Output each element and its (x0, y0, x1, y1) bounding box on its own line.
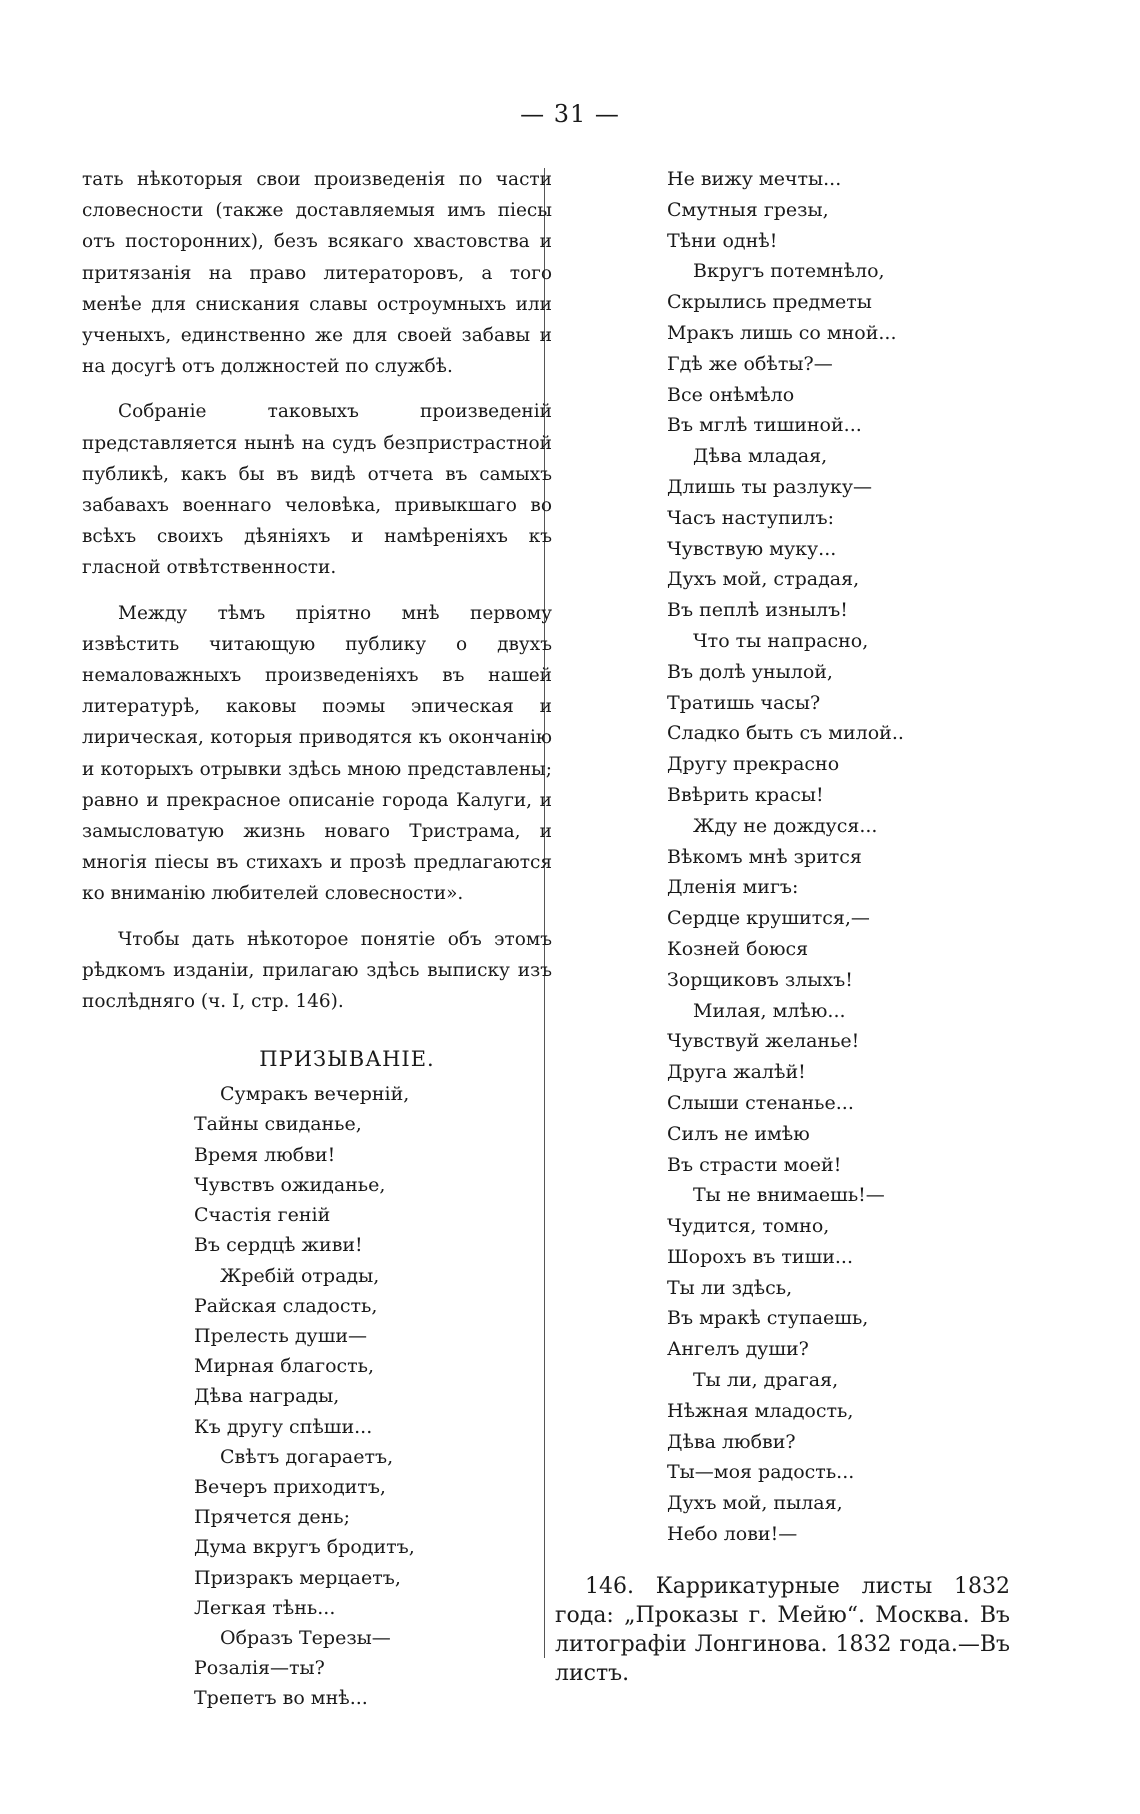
paragraph: Собраніе таковыхъ произведеній представляется нынѣ на судъ безпристрастной публикѣ, какъ бы въ видѣ отчета въ самыхъ забавахъ военнаго человѣка, привыкшаго во всѣхъ своихъ дѣяніяхъ и намѣреніяхъ къ гласной отвѣтственности. (82, 401, 552, 579)
verse-line: Прячется день; (194, 1506, 351, 1529)
verse-line: Сладко быть съ милой.. (667, 722, 904, 745)
verse-line: Сердце крушится,— (667, 907, 870, 930)
verse-line: Дѣва любви? (667, 1430, 796, 1453)
verse-line: Все онѣмѣло (667, 383, 795, 406)
verse-line: Силъ не имѣю (667, 1122, 810, 1145)
verse-line: Легкая тѣнь... (194, 1596, 336, 1619)
verse-line: Чувствъ ожиданье, (194, 1173, 386, 1196)
verse-line: Духъ мой, пылая, (667, 1492, 843, 1515)
verse-line: Ты ли здѣсь, (667, 1276, 793, 1299)
verse-line: Въ мракѣ ступаешь, (667, 1307, 869, 1330)
verse-line: Мракъ лишь со мной... (667, 321, 897, 344)
verse-line: Смутныя грезы, (667, 198, 829, 221)
verse-line: Въ страсти моей! (667, 1153, 842, 1176)
verse-block-right (667, 164, 1005, 1550)
verse-line: Шорохъ въ тиши... (667, 1245, 854, 1268)
verse-line: Часъ наступилъ: (667, 506, 834, 529)
verse-line: Время любви! (194, 1143, 336, 1166)
poem-title: ПРИЗЫВАНІЕ. (259, 1047, 435, 1072)
verse-line: Ты—моя радость... (667, 1461, 855, 1484)
page-number: — 31 — (520, 100, 620, 128)
verse-block-left (194, 1079, 552, 1713)
verse-line: Ты не внимаешь!— (693, 1184, 885, 1207)
verse-line: Вѣкомъ мнѣ зрится (667, 845, 862, 868)
verse-line: Ввѣрить красы! (667, 783, 824, 806)
verse-line: Ты ли, драгая, (693, 1369, 839, 1392)
verse-line: Друга жалѣй! (667, 1061, 806, 1084)
verse-line: Чудится, томно, (667, 1215, 830, 1238)
verse-line: Длишь ты разлуку— (667, 475, 873, 498)
verse-line: Свѣтъ догараетъ, (220, 1445, 394, 1468)
verse-line: Другу прекрасно (667, 753, 840, 776)
verse-line: Сумракъ вечерній, (220, 1083, 410, 1106)
verse-line: Небо лови!— (667, 1523, 798, 1546)
verse-line: Мирная благость, (194, 1355, 375, 1378)
verse-line: Тѣни однѣ! (667, 229, 778, 252)
verse-line: Въ сердцѣ живи! (194, 1234, 363, 1257)
bibliography-entry (555, 1572, 1010, 1688)
prose-block (82, 164, 552, 1017)
verse-line: Вечеръ приходитъ, (194, 1475, 386, 1498)
verse-line: Чувствуй желанье! (667, 1030, 860, 1053)
verse-line: Въ долѣ унылой, (667, 660, 833, 683)
verse-line: Гдѣ же обѣты?— (667, 352, 833, 375)
verse-line: Счастія геній (194, 1204, 331, 1227)
right-column (555, 164, 1005, 1550)
paragraph: тать нѣкоторыя свои произведенія по части словесности (также доставляемыя имъ піесы отъ посторонних), безъ всякаго хвастовства и притязанія на право литераторовъ, а того менѣе для снискания славы остроумныхъ или ученыхъ, единственно же для своей забавы и на досугѣ отъ должностей по службѣ. (82, 169, 552, 378)
verse-line: Въ пеплѣ изнылъ! (667, 599, 848, 622)
verse-line: Нѣжная младость, (667, 1399, 854, 1422)
verse-line: Зорщиковъ злыхъ! (667, 968, 853, 991)
verse-line: Духъ мой, страдая, (667, 568, 860, 591)
verse-line: Дленія мигъ: (667, 876, 799, 899)
verse-line: Не вижу мечты... (667, 168, 842, 190)
entry-text: 146. Каррикатурные листы 1832 года: „Проказы г. Мейю“. Москва. Въ литографіи Лонгинова. 1832 года.—Въ листъ. (555, 1574, 1010, 1686)
verse-line: Въ мглѣ тишиной... (667, 414, 862, 437)
verse-line: Райская сладость, (194, 1294, 378, 1317)
verse-line: Жду не дождуся... (693, 814, 878, 837)
verse-line: Прелесть души— (194, 1324, 368, 1347)
verse-line: Скрылись предметы (667, 291, 872, 314)
verse-line: Къ другу спѣши... (194, 1415, 373, 1438)
verse-line: Дума вкругъ бродитъ, (194, 1536, 415, 1559)
verse-line: Розалія—ты? (194, 1657, 325, 1680)
verse-line: Призракъ мерцаетъ, (194, 1566, 401, 1589)
verse-line: Что ты напрасно, (693, 629, 869, 652)
verse-line: Ангелъ души? (667, 1338, 809, 1361)
verse-line: Жребій отрады, (220, 1264, 380, 1287)
verse-line: Чувствую муку... (667, 537, 837, 560)
verse-line: Дѣва младая, (693, 445, 828, 468)
verse-line: Дѣва награды, (194, 1385, 340, 1408)
left-column (82, 164, 552, 1714)
verse-line: Козней боюся (667, 937, 809, 960)
verse-line: Трепетъ во мнѣ... (194, 1687, 368, 1710)
verse-line: Тратишь часы? (667, 691, 821, 714)
verse-line: Слыши стенанье... (667, 1091, 854, 1114)
verse-line: Тайны свиданье, (194, 1113, 362, 1136)
paragraph: Между тѣмъ пріятно мнѣ первому извѣстить читающую публику о двухъ немаловажныхъ произведеніяхъ въ нашей литературѣ, каковы поэмы эпическая и лирическая, которыя приводятся къ окончанію и которыхъ отрывки здѣсь мною представлены; равно и прекрасное описаніе города Калуги, и замысловатую жизнь новаго Тристрама, и многія піесы въ стихахъ и прозѣ предлагаются ко вниманію любителей словесности». (82, 602, 552, 905)
paragraph: Чтобы дать нѣкоторое понятіе объ этомъ рѣдкомъ изданіи, прилагаю здѣсь выписку изъ послѣдняго (ч. I, стр. 146). (82, 928, 552, 1013)
verse-line: Образъ Терезы— (220, 1626, 391, 1649)
verse-line: Милая, млѣю... (693, 999, 846, 1022)
verse-line: Вкругъ потемнѣло, (693, 260, 885, 283)
